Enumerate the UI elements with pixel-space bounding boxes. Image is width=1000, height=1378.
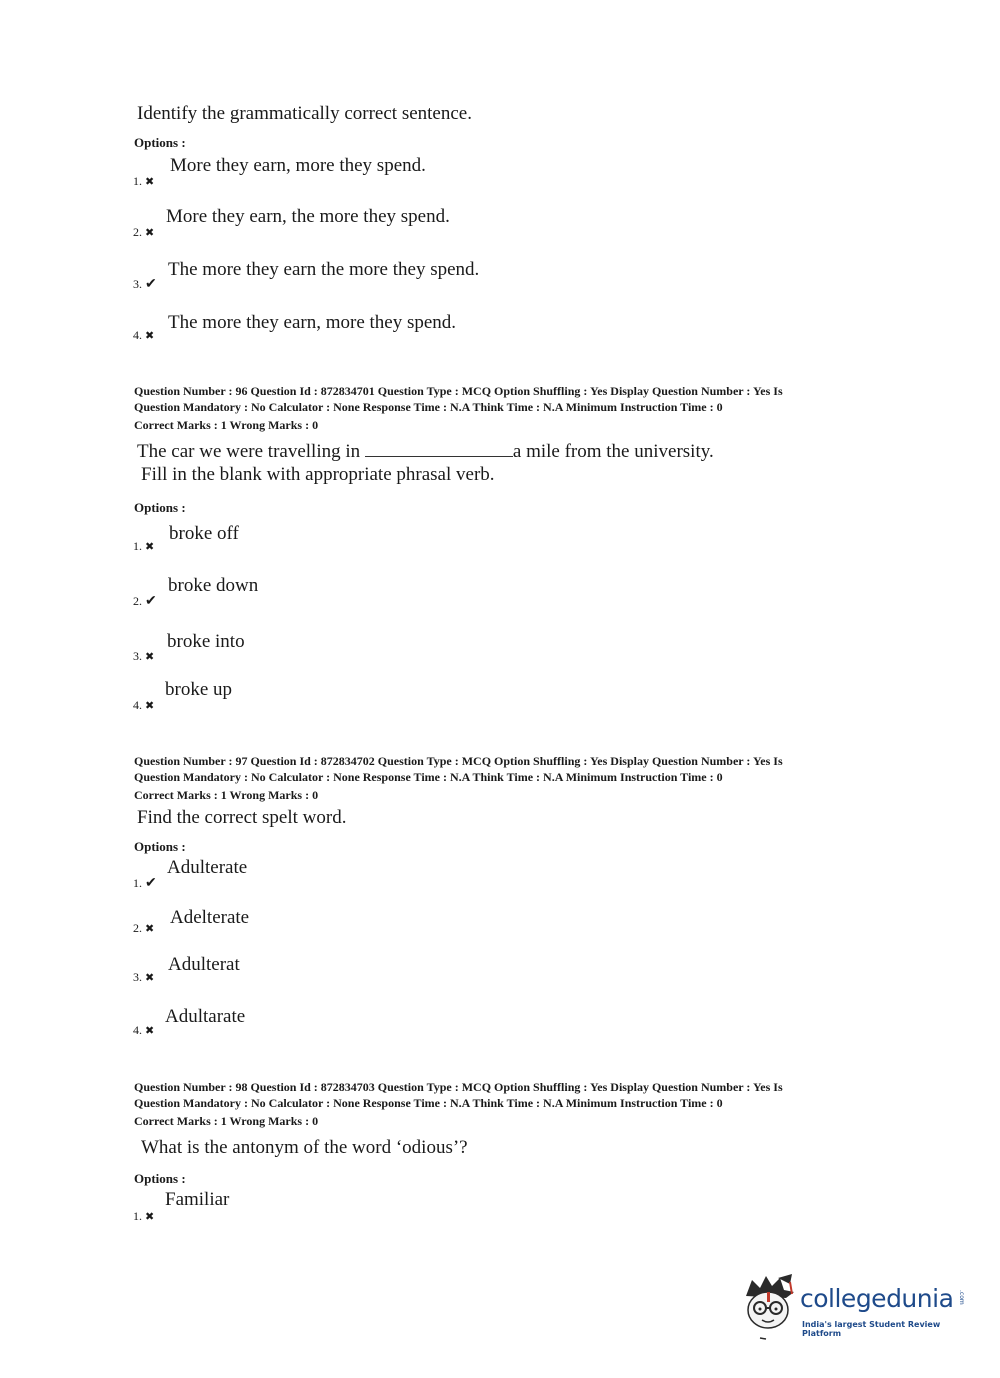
option-number: 4. ✖ (133, 698, 155, 712)
collegedunia-logo (740, 1272, 970, 1344)
check-mark-icon: ✔ (145, 594, 157, 609)
wrong-mark-icon: ✖ (145, 1211, 155, 1223)
wrong-mark-icon: ✖ (145, 541, 155, 553)
question-text: Identify the grammatically correct sentence. (137, 103, 472, 124)
logo-wordmark: collegedunia (800, 1284, 954, 1313)
option-text: broke off (169, 523, 239, 544)
option-text: Adelterate (170, 907, 250, 928)
question-meta: Question Number : 98 Question Id : 872834703 Question Type : MCQ Option Shuffling : Yes Display Question Number : Yes Is Question Mandatory : No Calculator : None Response Time : N.A Think Time : N.A Minimum Instruction Time : 0 Correct Marks : 1 Wrong Marks : 0 (134, 1080, 783, 1128)
options-label: Options : (134, 500, 186, 515)
option-number: 3. ✖ (133, 649, 155, 663)
mascot-icon (740, 1272, 800, 1344)
option-text: broke into (167, 631, 245, 652)
logo-com: .com (958, 1290, 965, 1305)
option-number: 3. ✔ (133, 277, 157, 292)
logo-tagline: India's largest Student Review Platform (802, 1320, 941, 1338)
question-instruction: Fill in the blank with appropriate phrasal verb. (141, 464, 495, 485)
wrong-mark-icon: ✖ (145, 176, 155, 188)
wrong-mark-icon: ✖ (145, 700, 155, 712)
option-text: Adulterate (167, 857, 248, 878)
option-text: broke down (168, 575, 259, 596)
option-text: broke up (165, 679, 233, 700)
wrong-mark-icon: ✖ (145, 972, 155, 984)
wrong-mark-icon: ✖ (145, 923, 155, 935)
option-text: The more they earn the more they spend. (168, 259, 480, 280)
option-number: 3. ✖ (133, 970, 155, 984)
options-label: Options : (134, 839, 186, 854)
fill-blank (365, 442, 513, 457)
option-text: More they earn, the more they spend. (166, 206, 450, 227)
wrong-mark-icon: ✖ (145, 227, 155, 239)
question-text: What is the antonym of the word ‘odious’? (141, 1137, 468, 1158)
option-number: 1. ✖ (133, 539, 155, 553)
option-number: 2. ✔ (133, 594, 157, 609)
question-text: The car we were travelling in a mile from the university. (137, 441, 714, 462)
question-meta: Question Number : 96 Question Id : 872834701 Question Type : MCQ Option Shuffling : Yes Display Question Number : Yes Is Question Mandatory : No Calculator : None Response Time : N.A Think Time : N.A Minimum Instruction Time : 0 Correct Marks : 1 Wrong Marks : 0 (134, 384, 783, 432)
wrong-mark-icon: ✖ (145, 1025, 155, 1037)
check-mark-icon: ✔ (145, 876, 157, 891)
option-number: 1. ✔ (133, 876, 157, 891)
option-text: Familiar (165, 1189, 230, 1210)
option-number: 4. ✖ (133, 1023, 155, 1037)
question-meta: Question Number : 97 Question Id : 872834702 Question Type : MCQ Option Shuffling : Yes Display Question Number : Yes Is Question Mandatory : No Calculator : None Response Time : N.A Think Time : N.A Minimum Instruction Time : 0 Correct Marks : 1 Wrong Marks : 0 (134, 754, 783, 802)
option-number: 1. ✖ (133, 174, 155, 188)
wrong-mark-icon: ✖ (145, 330, 155, 342)
option-number: 2. ✖ (133, 921, 155, 935)
wrong-mark-icon: ✖ (145, 651, 155, 663)
option-number: 2. ✖ (133, 225, 155, 239)
option-text: The more they earn, more they spend. (168, 312, 457, 333)
options-label: Options : (134, 135, 186, 150)
option-number: 1. ✖ (133, 1209, 155, 1223)
question-text: Find the correct spelt word. (137, 807, 347, 828)
option-text: More they earn, more they spend. (170, 155, 426, 176)
option-number: 4. ✖ (133, 328, 155, 342)
options-label: Options : (134, 1171, 186, 1186)
check-mark-icon: ✔ (145, 277, 157, 292)
option-text: Adulterat (168, 954, 240, 975)
option-text: Adultarate (165, 1006, 246, 1027)
